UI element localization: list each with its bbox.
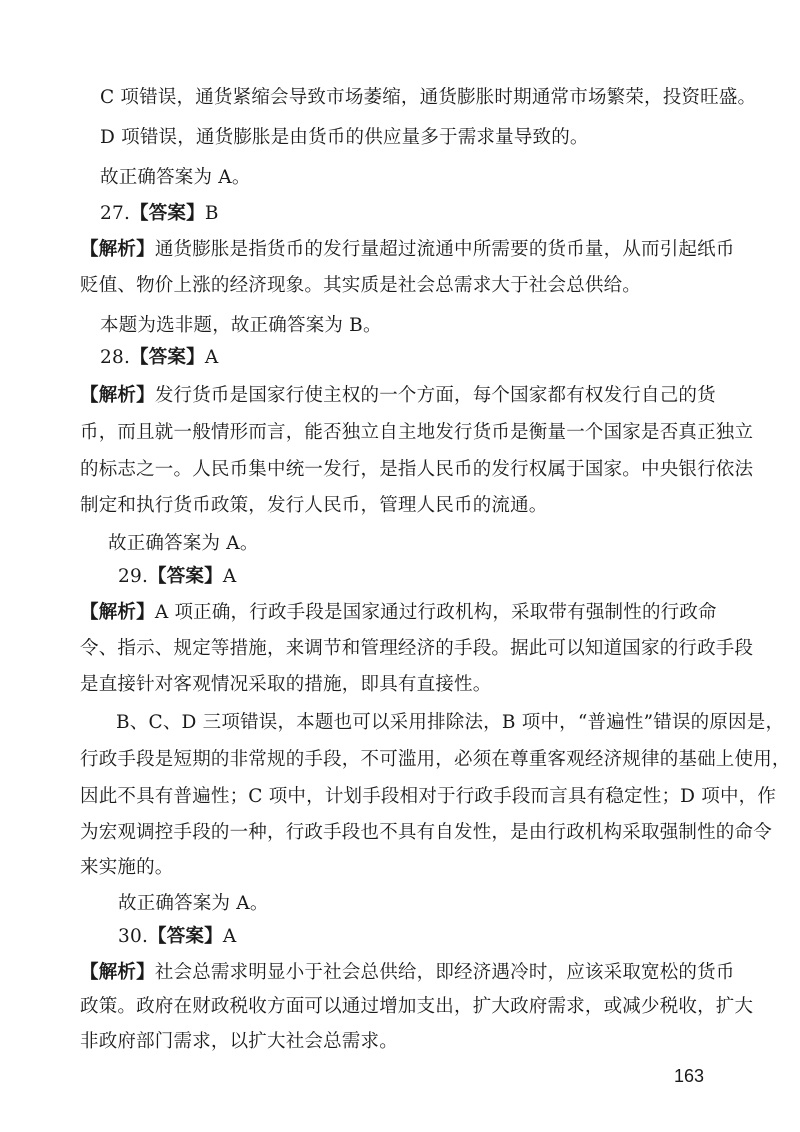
analysis-line (80, 384, 716, 408)
analysis-line (80, 238, 735, 262)
answer-tag: 【答案】 (130, 347, 205, 368)
conclusion-line: 本题为选非题，故正确答案为 B。 (100, 315, 382, 336)
conclusion-line: 故正确答案为 A。 (108, 533, 259, 554)
analysis-tag: 【解析】 (80, 385, 155, 406)
analysis-text: A 项正确，行政手段是国家通过行政机构，采取带有强制性的行政命 (154, 602, 717, 623)
page-number: 163 (674, 1066, 705, 1086)
analysis-text: 通货膨胀是指货币的发行量超过流通中所需要的货币量，从而引起纸币 (154, 239, 735, 260)
text-line: C 项错误，通货紧缩会导致市场萎缩，通货膨胀时期通常市场繁荣，投资旺盛。 (100, 87, 757, 108)
question-number: 28. (100, 347, 131, 368)
analysis-text: 社会总需求明显小于社会总供给，即经济遇冷时，应该采取宽松的货币 (154, 962, 735, 983)
analysis-line: B、C、D 三项错误，本题也可以采用排除法，B 项中，“普遍性”错误的原因是， (116, 712, 785, 733)
analysis-line: 来实施的。 (80, 857, 174, 878)
analysis-tag: 【解析】 (80, 239, 155, 260)
analysis-line: 非政府部门需求，以扩大社会总需求。 (80, 1031, 398, 1052)
analysis-line: 行政手段是短期的非常规的手段，不可滥用，必须在尊重客观经济规律的基础上使用， (80, 749, 791, 770)
text-line: D 项错误，通货膨胀是由货币的供应量多于需求量导致的。 (100, 127, 589, 148)
question-number: 27. (100, 203, 131, 224)
answer-heading-27 (100, 202, 219, 226)
answer-heading-30 (118, 925, 236, 949)
answer-tag: 【答案】 (130, 203, 205, 224)
analysis-line: 的标志之一。人民币集中统一发行，是指人民币的发行权属于国家。中央银行依法 (80, 459, 754, 480)
question-number: 29. (118, 566, 149, 587)
analysis-line: 是直接针对客观情况采取的措施，即具有直接性。 (80, 674, 492, 695)
conclusion-line: 故正确答案为 A。 (118, 893, 269, 914)
answer-heading-29 (118, 565, 236, 589)
analysis-line: 政策。政府在财政税收方面可以通过增加支出，扩大政府需求，或减少税收，扩大 (80, 996, 754, 1017)
analysis-tag: 【解析】 (80, 962, 155, 983)
answer-letter: A (222, 566, 237, 587)
analysis-line: 币，而且就一般情形而言，能否独立自主地发行货币是衡量一个国家是否真正独立 (80, 422, 754, 443)
analysis-line: 因此不具有普遍性；C 项中，计划手段相对于行政手段而言具有稳定性；D 项中，作 (80, 786, 777, 807)
answer-heading-28 (100, 346, 218, 370)
analysis-text: 发行货币是国家行使主权的一个方面，每个国家都有权发行自己的货 (154, 385, 716, 406)
answer-tag: 【答案】 (148, 566, 223, 587)
analysis-line (80, 961, 735, 985)
answer-letter: A (204, 347, 219, 368)
question-number: 30. (118, 926, 149, 947)
conclusion-line: 故正确答案为 A。 (100, 167, 251, 188)
analysis-line: 令、指示、规定等措施，来调节和管理经济的手段。据此可以知道国家的行政手段 (80, 638, 754, 659)
analysis-line: 制定和执行货币政策，发行人民币，管理人民币的流通。 (80, 495, 548, 516)
analysis-line: 为宏观调控手段的一种，行政手段也不具有自发性，是由行政机构采取强制性的命令 (80, 822, 772, 843)
answer-letter: A (222, 926, 237, 947)
answer-letter: B (204, 203, 219, 224)
analysis-tag: 【解析】 (80, 602, 155, 623)
analysis-line (80, 601, 717, 625)
answer-tag: 【答案】 (148, 926, 223, 947)
analysis-line: 贬值、物价上涨的经济现象。其实质是社会总需求大于社会总供给。 (80, 275, 642, 296)
